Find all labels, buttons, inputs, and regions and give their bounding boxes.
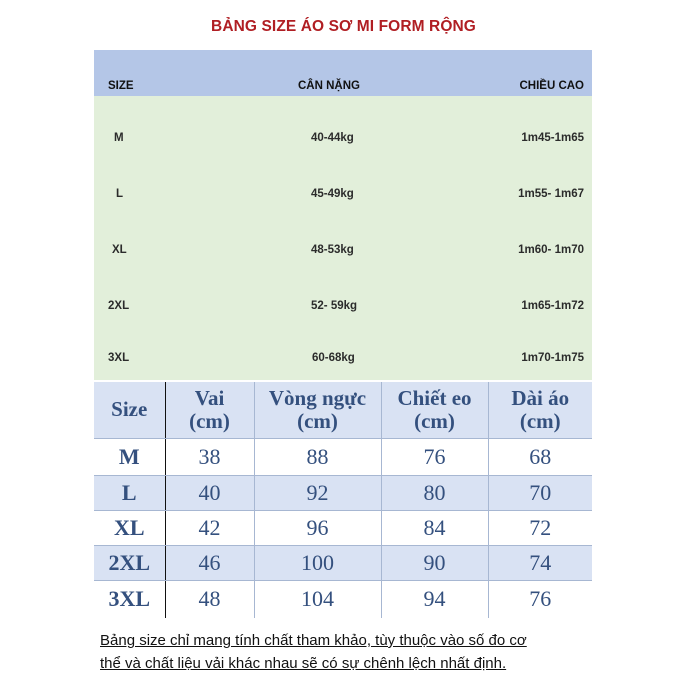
table-row bbox=[94, 244, 592, 264]
header-unit: (cm) bbox=[189, 408, 230, 433]
cell-shoulder: 38 bbox=[165, 438, 254, 475]
page-title: BẢNG SIZE ÁO SƠ MI FORM RỘNG bbox=[211, 18, 476, 35]
cell-size: 3XL bbox=[94, 580, 165, 618]
table-row bbox=[94, 475, 592, 510]
cell-waist: 94 bbox=[381, 580, 488, 618]
cell-shoulder: 48 bbox=[165, 580, 254, 618]
cell-length: 68 bbox=[488, 438, 592, 475]
cell-length: 76 bbox=[529, 586, 552, 612]
cell-size: M bbox=[114, 132, 124, 144]
cell-size: XL bbox=[112, 244, 127, 256]
table-row bbox=[94, 510, 592, 545]
disclaimer-line-2: thể và chất liệu vải khác nhau sẽ có sự chênh lệch nhất định. bbox=[100, 655, 507, 672]
cell-weight: 60-68kg bbox=[312, 352, 355, 364]
header-waist bbox=[381, 382, 488, 438]
cell-length: 70 bbox=[488, 475, 592, 510]
cell-chest: 88 bbox=[254, 438, 381, 475]
cell-height: 1m60- 1m70 bbox=[518, 244, 584, 256]
cell-shoulder: 42 bbox=[165, 510, 254, 545]
cell-size: 3XL bbox=[108, 352, 130, 364]
table-row bbox=[94, 352, 592, 372]
header-label: Chiết eo bbox=[397, 385, 472, 410]
cell-weight: 52- 59kg bbox=[311, 300, 358, 312]
cell-chest: 104 bbox=[254, 580, 381, 618]
header-label: Dài áo bbox=[511, 385, 570, 410]
cell-size: 2XL bbox=[108, 300, 130, 312]
header-unit: (cm) bbox=[297, 408, 338, 433]
cell-height: 1m70-1m75 bbox=[521, 352, 584, 364]
header-unit: (cm) bbox=[414, 408, 455, 433]
table-row bbox=[94, 188, 592, 208]
weight-height-table-body bbox=[94, 96, 592, 380]
cell-waist: 84 bbox=[381, 510, 488, 545]
header-unit: (cm) bbox=[519, 408, 561, 433]
weight-height-table bbox=[94, 50, 592, 380]
header-weight: CÂN NẶNG bbox=[298, 80, 360, 92]
cell-size: M bbox=[94, 438, 165, 475]
cell-weight: 48-53kg bbox=[311, 244, 354, 256]
cell-height: 1m55- 1m67 bbox=[518, 188, 584, 200]
cell-chest: 96 bbox=[254, 510, 381, 545]
header-label: Vòng ngực bbox=[268, 385, 367, 410]
cell-size: XL bbox=[94, 510, 165, 545]
header-length bbox=[488, 382, 592, 438]
cell-shoulder: 46 bbox=[165, 545, 254, 580]
header-label: Vai bbox=[194, 385, 225, 410]
cell-weight: 40-44kg bbox=[311, 132, 354, 144]
cell-size: L bbox=[116, 188, 124, 200]
disclaimer-line-1: Bảng size chỉ mang tính chất tham khảo, tùy thuộc vào số đo cơ bbox=[100, 632, 527, 649]
cell-chest: 92 bbox=[254, 475, 381, 510]
table-row bbox=[94, 300, 592, 320]
header-chest bbox=[254, 382, 381, 438]
cell-length: 74 bbox=[488, 545, 592, 580]
cell-chest: 100 bbox=[254, 545, 381, 580]
cell-length: 72 bbox=[488, 510, 592, 545]
cell-size: L bbox=[94, 475, 165, 510]
cell-waist: 90 bbox=[381, 545, 488, 580]
cell-shoulder: 40 bbox=[165, 475, 254, 510]
table-row bbox=[94, 545, 592, 580]
cell-waist: 76 bbox=[381, 438, 488, 475]
measurement-table bbox=[94, 382, 592, 618]
measurement-table-header bbox=[94, 382, 592, 438]
table-row bbox=[94, 132, 592, 152]
header-shoulder bbox=[165, 382, 254, 438]
cell-height: 1m65-1m72 bbox=[521, 300, 584, 312]
header-height: CHIỀU CAO bbox=[519, 80, 584, 92]
cell-weight: 45-49kg bbox=[311, 188, 354, 200]
weight-height-table-header bbox=[94, 50, 592, 96]
cell-size: 2XL bbox=[94, 545, 165, 580]
header-size: SIZE bbox=[108, 80, 134, 92]
disclaimer-note bbox=[100, 629, 600, 675]
table-row bbox=[94, 438, 592, 475]
cell-waist: 80 bbox=[381, 475, 488, 510]
table-row bbox=[94, 580, 592, 618]
header-size bbox=[94, 382, 165, 438]
cell-height: 1m45-1m65 bbox=[521, 132, 584, 144]
header-label: Size bbox=[111, 397, 148, 422]
